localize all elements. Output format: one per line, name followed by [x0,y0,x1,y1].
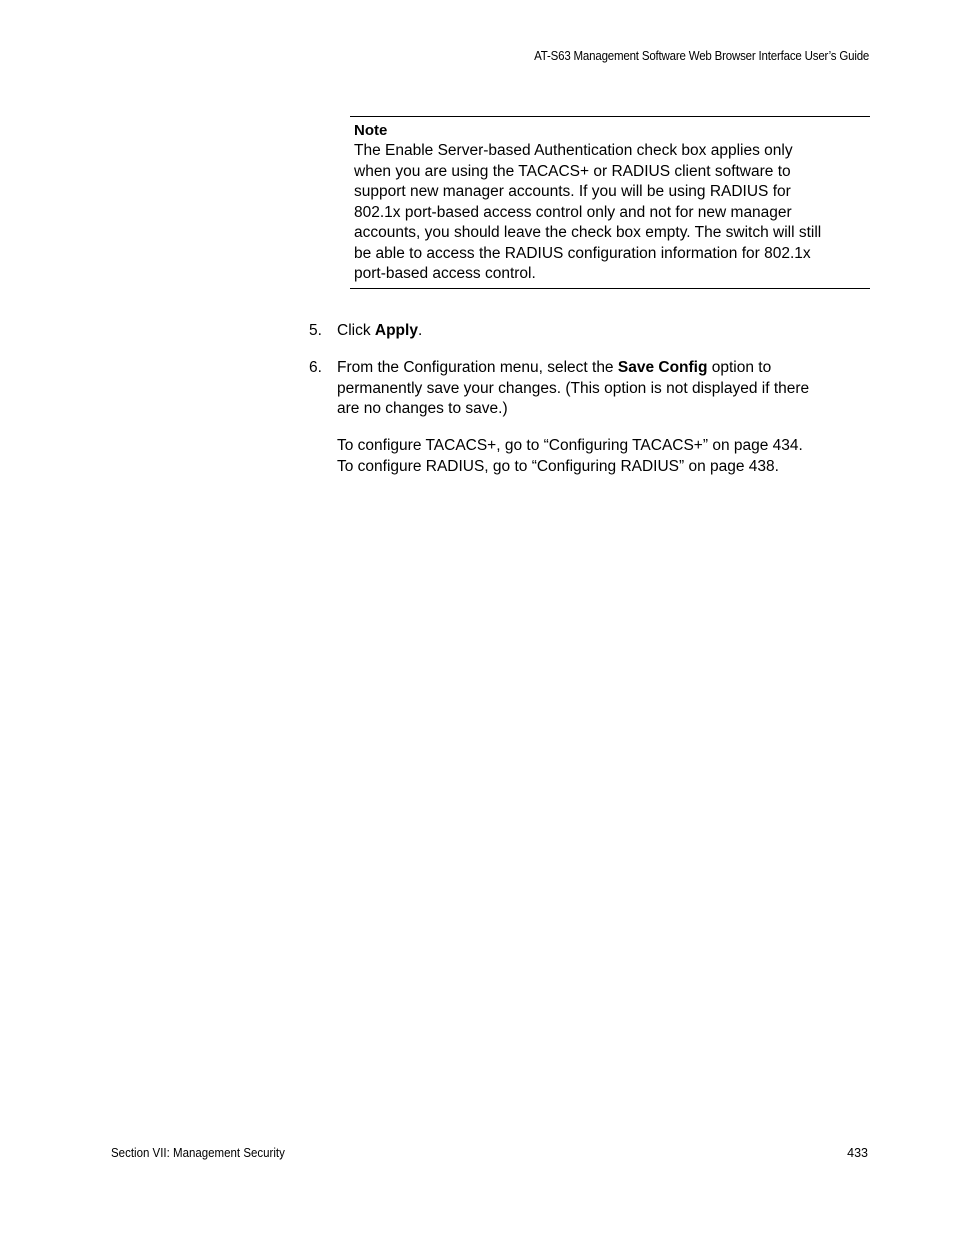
cross-reference-paragraph [337,436,803,477]
save-config-term: Save Config [617,359,708,376]
note-line: be able to access the RADIUS configuration information for 802.1x [354,244,811,262]
note-line: The Enable Server-based Authentication check box applies only [354,142,793,159]
step-text-prefix: From the Configuration menu, select the [337,359,618,376]
step-text-suffix: option to [707,359,772,376]
step-text-prefix: Click [337,322,375,339]
footer-section: Section VII: Management Security [111,1146,285,1160]
note-line: 802.1x port-based access control only and not for new manager [354,203,792,221]
note-title: Note [354,122,388,139]
step-text-line: are no changes to save.) [337,400,508,417]
step-text [337,321,877,342]
note-box [350,116,870,289]
apply-term: Apply [374,322,418,339]
note-line: accounts, you should leave the check box empty. The switch will still [354,224,822,241]
step-text-suffix: . [417,322,423,339]
step-text-line: permanently save your changes. (This option is not displayed if there [337,379,810,397]
step-number: 6. [309,359,322,376]
note-line: when you are using the TACACS+ or RADIUS client software to [354,162,791,180]
step-text [337,358,877,420]
note-line: support new manager accounts. If you will be using RADIUS for [354,183,791,200]
cross-reference-tacacs: To configure TACACS+, go to “Configuring TACACS+” on page 434. [337,437,803,454]
running-header: AT-S63 Management Software Web Browser Interface User’s Guide [533,49,869,63]
step-number: 5. [309,322,322,339]
page-number: 433 [847,1146,868,1160]
note-line: port-based access control. [354,265,536,282]
cross-reference-radius: To configure RADIUS, go to “Configuring RADIUS” on page 438. [337,457,779,475]
